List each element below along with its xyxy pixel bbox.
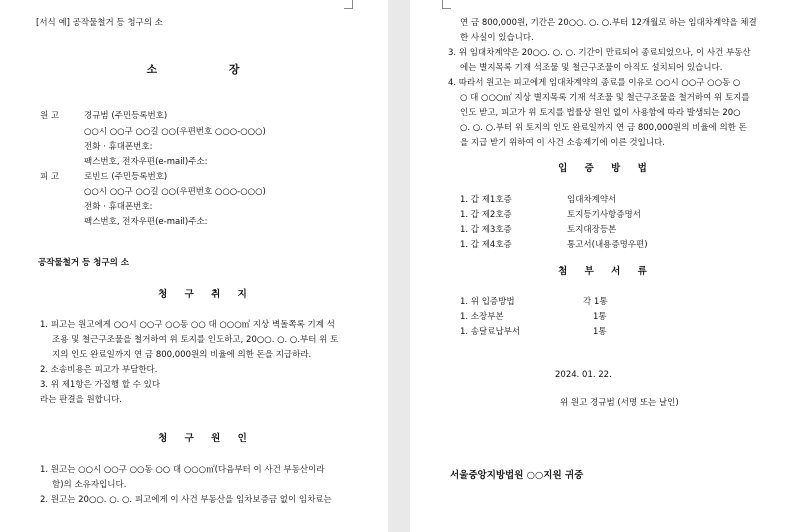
attachment-name: 1. 송달료납부서: [460, 327, 521, 337]
cause-line: 에는 별지목록 기재 석조물 및 철근구조물이 아직도 설치되어 있습니다.: [460, 63, 723, 73]
plaintiff-fax: 팩스번호, 전자우편(e-mail)주소:: [84, 157, 208, 167]
signature-line: 위 원고 경규범 (서명 또는 날인): [560, 398, 679, 408]
attachment-name: 1. 소장부본: [460, 312, 504, 322]
cause-line: 연 금 800,000원, 기간은 20○○. ○. ○.부터 12개월로 하는 임대차계약을 체결: [460, 18, 757, 28]
evidence-number: 1. 갑 제3호증: [460, 225, 512, 235]
page-2: [410, 0, 800, 532]
attachment-quantity: 1통: [593, 327, 607, 337]
page-corner-mark: [442, 0, 451, 9]
cause-heading: 청 구 원 인: [158, 433, 254, 444]
defendant-address: ○○시 ○○구 ○○길 ○○(우편번호 ○○○-○○○): [84, 187, 266, 197]
claim-line: 지의 인도 완료일까지 연 금 800,000원의 비율에 의한 돈을 지급하라.: [52, 350, 312, 360]
plaintiff-phone: 전화 · 휴대폰번호:: [84, 142, 153, 152]
attachments-heading: 첨 부 서 류: [558, 266, 654, 277]
form-label: [서식 예] 공작물철거 등 청구의 소: [36, 18, 163, 28]
defendant-role: 피 고: [40, 172, 60, 182]
page-corner-mark: [344, 0, 353, 9]
evidence-name: 토지등기사항증명서: [567, 210, 641, 220]
plaintiff-address: ○○시 ○○구 ○○길 ○○(우편번호 ○○○-○○○): [84, 127, 266, 137]
evidence-name: 통고서(내용증명우편): [567, 240, 648, 250]
evidence-number: 1. 갑 제4호증: [460, 240, 512, 250]
evidence-heading: 입 증 방 법: [558, 163, 654, 174]
claim-heading: 청 구 취 지: [158, 289, 254, 300]
attachment-quantity: 1통: [593, 312, 607, 322]
defendant-fax: 팩스번호, 전자우편(e-mail)주소:: [84, 217, 208, 227]
page-gap: [388, 0, 410, 532]
attachment-name: 1. 위 입증방법: [460, 297, 515, 307]
evidence-number: 1. 갑 제1호증: [460, 195, 512, 205]
cause-line: 함)의 소유자입니다.: [52, 480, 127, 490]
cause-line: 1. 원고는 ○○시 ○○구 ○○동 ○○ 대 ○○○㎡(다음부터 이 사건 부동산이라: [40, 465, 325, 475]
cause-line: 2. 원고는 20○○. ○. ○. 피고에게 이 사건 부동산을 임차보증금 없이 임차료는: [40, 495, 332, 505]
claim-line: 라는 판결을 원합니다.: [40, 395, 123, 405]
attachment-quantity: 각 1통: [583, 297, 608, 307]
filing-date: 2024. 01. 22.: [555, 370, 612, 380]
evidence-name: 임대차계약서: [567, 195, 617, 205]
case-name: 공작물철거 등 청구의 소: [38, 258, 129, 268]
cause-line: 한 사실이 있습니다.: [460, 33, 534, 43]
evidence-name: 토지대장등본: [567, 225, 617, 235]
claim-line: 1. 피고는 원고에게 ○○시 ○○구 ○○동 ○○ 대 ○○○㎡ 지상 벽돌쪽록 기계 석: [40, 320, 335, 330]
defendant-phone: 전화 · 휴대폰번호:: [84, 202, 153, 212]
court-name: 서울중앙지방법원 ○○지원 귀중: [450, 470, 584, 481]
cause-line: ○ 대 ○○○㎡ 지상 별지목록 기재 석조물 및 철근구조물을 철거하여 위 토지를: [460, 93, 750, 103]
cause-line: 4. 따라서 원고는 피고에게 임대차계약의 종료를 이유로 ○○시 ○○구 ○○동 ○: [448, 78, 741, 88]
claim-line: 3. 위 제1항은 가집행 할 수 있다: [40, 380, 161, 390]
plaintiff-name: 경규범 (주민등록번호): [84, 111, 168, 121]
cause-line: 인도 받고, 피고가 위 토지를 법률상 원인 없이 사용함에 따라 발생되는 20○: [460, 108, 741, 118]
cause-line: ○. ○. ○.부터 위 토지의 인도 완료일까지 연 금 800,000원의 비율에 의한 돈: [460, 123, 747, 133]
claim-line: 조용 및 철근구조물을 철거하여 위 토지를 인도하고, 20○○. ○. ○.부터 위 토: [52, 335, 339, 345]
defendant-name: 로빈드 (주민등록번호): [84, 172, 168, 182]
evidence-number: 1. 갑 제2호증: [460, 210, 512, 220]
cause-line: 3. 위 임대차계약은 20○○. ○. ○. 기간이 만료되어 종료되었으나, 이 사건 부동산: [448, 48, 751, 58]
document-title: 소 장: [146, 63, 274, 76]
plaintiff-role: 원 고: [40, 111, 60, 121]
cause-line: 을 지급 받기 위하여 이 사건 소송제기에 이른 것입니다.: [460, 138, 665, 148]
page-1: [0, 0, 388, 532]
claim-line: 2. 소송비용은 피고가 부담한다.: [40, 365, 158, 375]
